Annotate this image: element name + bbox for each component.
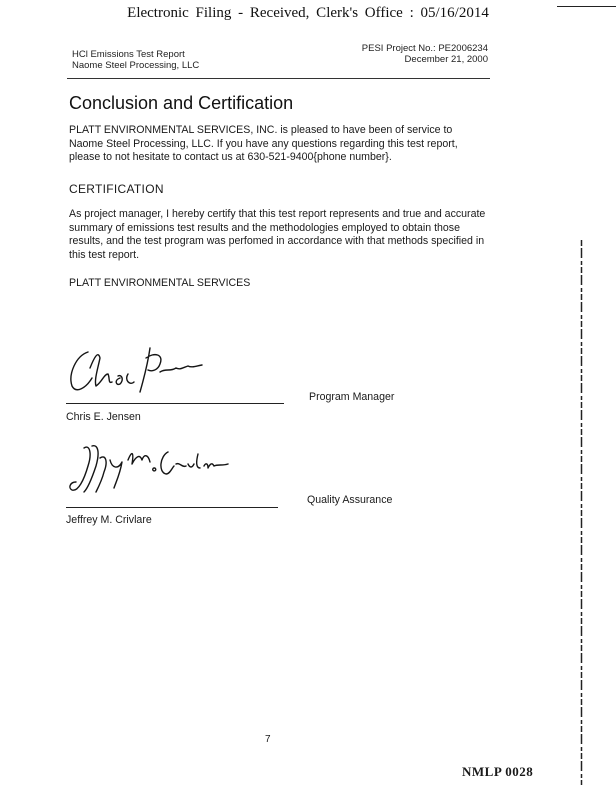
report-header-right [340,43,488,65]
intro-paragraph: PLATT ENVIRONMENTAL SERVICES, INC. is pleased to have been of service to Naome Steel Processing, LLC. If you have any questions regarding this test report, please to not hesitate to contact us at 630-521-9400{phone number}. [69,124,458,163]
bates-stamp: NMLP 0028 [462,764,534,779]
report-name: HCl Emissions Test Report [72,49,185,60]
signature-line-2 [66,507,278,508]
page-number: 7 [265,734,271,745]
scan-edge-artifact [580,240,583,785]
signature-crivlare [62,436,242,498]
signature-jensen [64,338,224,398]
signatory-role-1: Program Manager [309,391,395,403]
certification-paragraph: As project manager, I hereby certify that this test report represents and true and accurate summary of emissions test results and the methodologies employed to obtain those results, and the test program was perfomed in accordance with that methods specified in this test report. [69,208,486,261]
client-name: Naome Steel Processing, LLC [72,60,200,71]
certification-heading: CERTIFICATION [69,182,164,196]
top-edge-line [557,6,616,7]
header-divider [67,78,490,79]
signatory-name-2: Jeffrey M. Crivlare [66,514,152,526]
report-date: December 21, 2000 [404,54,488,65]
signature-line-1 [66,403,284,404]
project-number: PESI Project No.: PE2006234 [361,43,488,54]
filing-stamp: Electronic Filing - Received, Clerk's Office : 05/16/2014 [127,5,489,21]
signatory-role-2: Quality Assurance [307,494,393,506]
page-title: Conclusion and Certification [69,93,294,113]
signatory-name-1: Chris E. Jensen [66,411,141,423]
report-header-left [72,49,199,71]
company-name: PLATT ENVIRONMENTAL SERVICES [69,277,251,289]
